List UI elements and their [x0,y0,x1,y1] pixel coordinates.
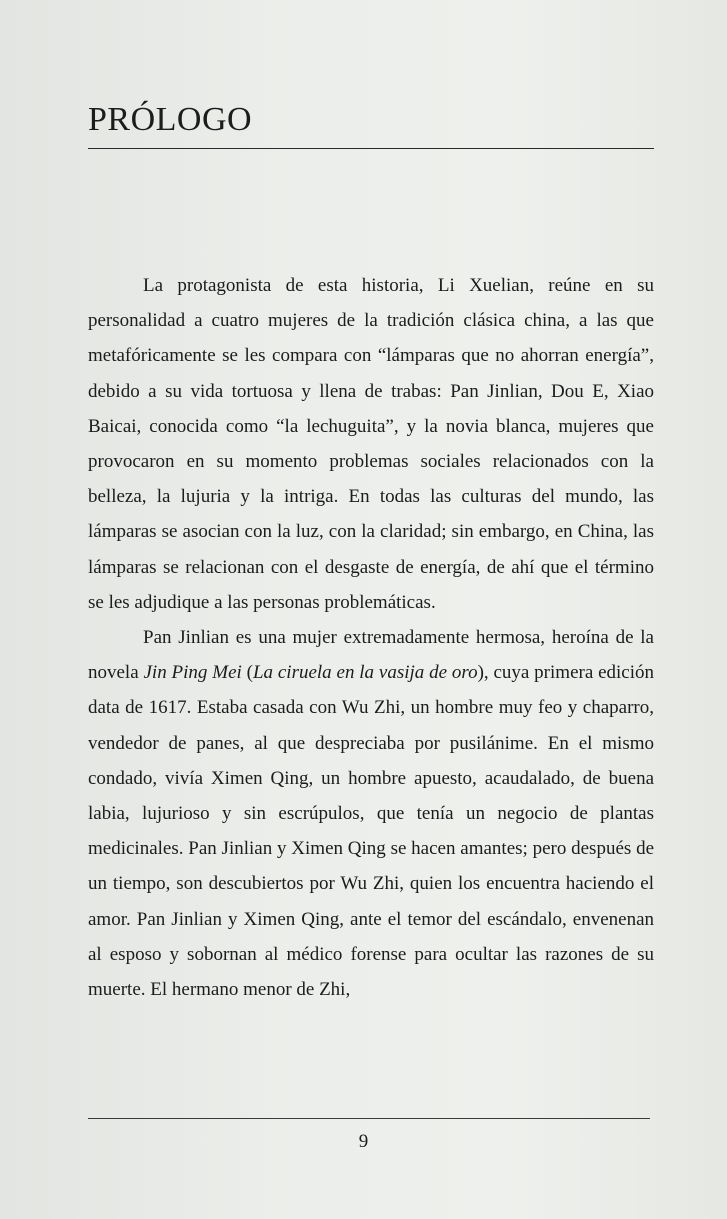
chapter-title: PRÓLOGO [88,101,253,138]
footer-rule [88,1118,650,1119]
page-number: 9 [358,1131,369,1152]
title-underline [88,148,654,149]
text-segment: Pan Jinlian es una mujer extremadamente hermosa, heroína de la novela [88,627,654,684]
paragraph-2 [88,620,654,1007]
book-title-translation-italic: La ciruela en la vasija de oro [252,662,478,684]
paragraph-1 [88,268,654,620]
text-segment: ), cuya primera edición data de 1617. Estaba casada con Wu Zhi, un hombre muy feo y chaparro, vendedor de panes, al que despreciaba por pusilánime. En el mismo condado, vivía Ximen Qing, un hombre apuesto, acaudalado, de buena labia, lujurioso y sin escrúpulos, que tenía un negocio de plantas medicinales. Pan Jinlian y Ximen Qing se hacen amantes; pero después de un tiempo, son descubiertos por Wu Zhi, quien los encuentra haciendo el amor. Pan Jinlian y Ximen Qing, ante el temor del escándalo, envenenan al esposo y sobornan al médico forense para ocultar las razones de su muerte. El hermano menor de Zhi, [88,662,655,1001]
text-segment: La protagonista de esta historia, Li Xuelian, reúne en su personalidad a cuatro mujeres de la tradición clásica china, a las que metafóricamente se les compara con “lámparas que no ahorran energía”, debido a su vida tortuosa y llena de trabas: Pan Jinlian, Dou E, Xiao Baicai, conocida como “la lechuguita”, y la novia blanca, mujeres que provocaron en su momento problemas sociales relacionados con la belleza, la lujuria y la intriga. En todas las culturas del mundo, las lámparas se asocian con la luz, con la claridad; sin embargo, en China, las lámparas se relacionan con el desgaste de energía, de ahí que el término se les adjudique a las personas problemáticas. [88,275,654,613]
text-segment: ( [241,662,253,684]
body-text [88,268,654,1007]
book-title-italic: Jin Ping Mei [143,662,242,684]
